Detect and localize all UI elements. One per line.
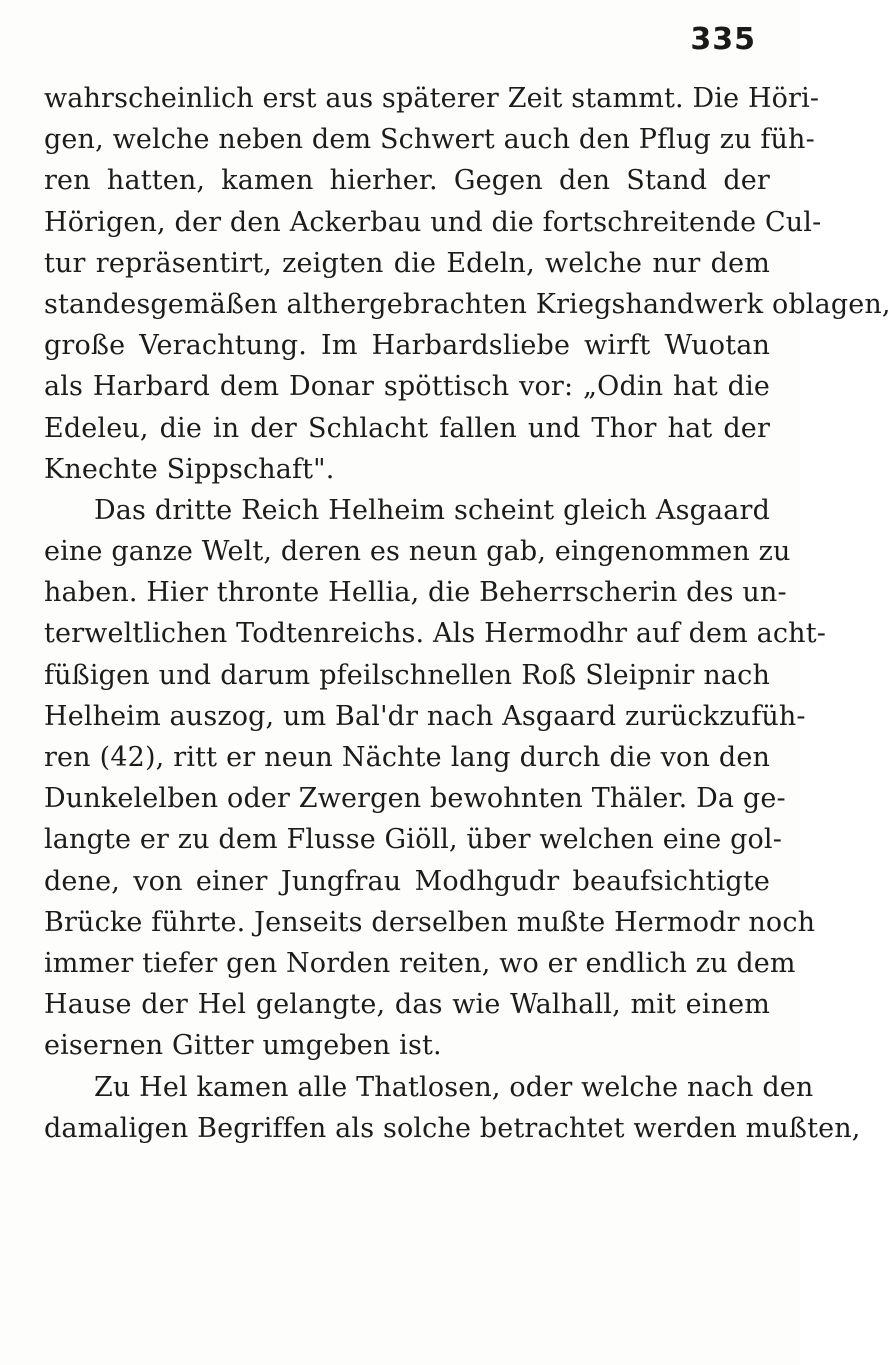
text-line: standesgemäßen althergebrachten Kriegshandwerk oblagen,	[44, 288, 891, 320]
text-line: als Harbard dem Donar spöttisch vor: „Odin hat die	[44, 371, 770, 403]
text-line: immer tiefer gen Norden reiten, wo er endlich zu dem	[44, 947, 796, 979]
text-line: gen, welche neben dem Schwert auch den Pflug zu füh-	[44, 124, 815, 156]
paragraph-end-line: Knechte Sippschaft".	[44, 453, 335, 485]
page-number: 335	[690, 22, 756, 57]
text-line: terweltlichen Todtenreichs. Als Hermodhr auf dem acht-	[44, 618, 826, 650]
text-line: Helheim auszog, um Bal'dr nach Asgaard zurückzufüh-	[44, 700, 806, 732]
text-line: Hause der Hel gelangte, das wie Walhall, mit einem	[44, 989, 770, 1021]
text-line: Dunkelelben oder Zwergen bewohnten Thäler. Da ge-	[44, 783, 786, 815]
paragraph-start-line: Zu Hel kamen alle Thatlosen, oder welche nach den	[94, 1071, 814, 1103]
text-line: ren (42), ritt er neun Nächte lang durch die von den	[44, 742, 770, 773]
paragraph-start-line: Das dritte Reich Helheim scheint gleich Asgaard	[94, 494, 770, 526]
text-line: tur repräsentirt, zeigten die Edeln, welche nur dem	[44, 247, 770, 279]
paragraph-end-line: eisernen Gitter umgeben ist.	[44, 1030, 442, 1062]
text-line: langte er zu dem Flusse Giöll, über welchen eine gol-	[44, 824, 782, 856]
text-line: dene, von einer Jungfrau Modhgudr beaufsichtigte	[44, 865, 770, 897]
text-line: ren hatten, kamen hierher. Gegen den Stand der	[44, 165, 770, 197]
text-line: eine ganze Welt, deren es neun gab, eingenommen zu	[44, 536, 791, 568]
text-line: Brücke führte. Jenseits derselben mußte Hermodr noch	[44, 906, 816, 938]
text-line: haben. Hier thronte Hellia, die Beherrscherin des un-	[44, 577, 787, 609]
text-line: große Verachtung. Im Harbardsliebe wirft Wuotan	[44, 330, 770, 362]
text-line: füßigen und darum pfeilschnellen Roß Sleipnir nach	[44, 659, 770, 691]
body-text	[44, 78, 891, 1149]
text-line: damaligen Begriffen als solche betrachtet werden mußten,	[44, 1112, 861, 1144]
text-line: wahrscheinlich erst aus späterer Zeit stammt. Die Höri-	[44, 83, 820, 114]
text-line: Edeleu, die in der Schlacht fallen und Thor hat der	[44, 412, 770, 444]
text-line: Hörigen, der den Ackerbau und die fortschreitende Cul-	[44, 206, 822, 238]
